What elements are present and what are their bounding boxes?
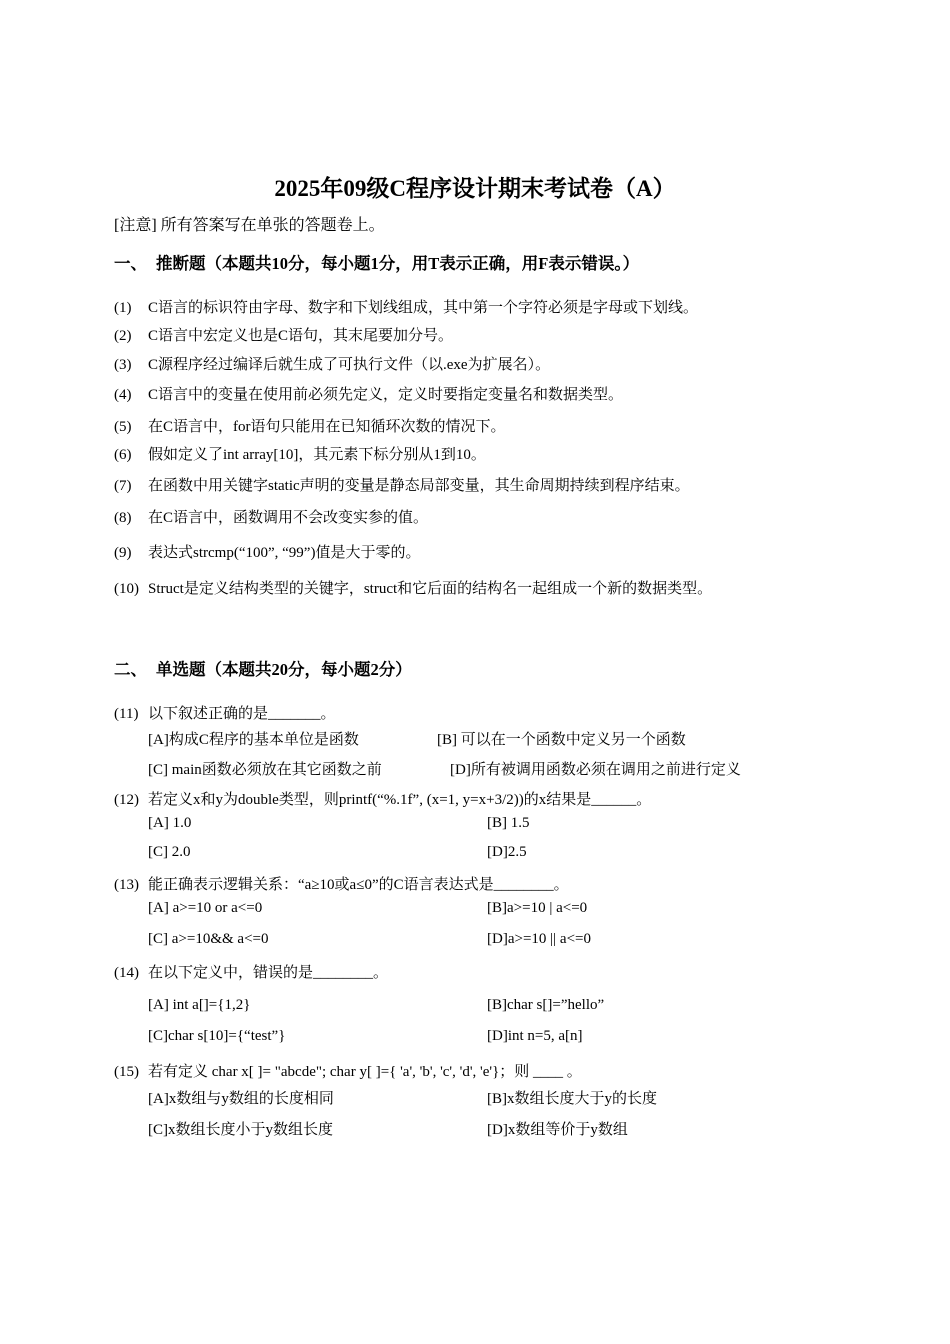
question-12: (12) 若定义x和y为double类型，则printf(“%.1f”, (x=1, y=x+3/2))的x结果是______。: [114, 792, 652, 808]
page-title: 2025年09级C程序设计期末考试卷（A）: [274, 176, 676, 201]
notice: [注意] 所有答案写在单张的答题卷上。: [114, 217, 385, 234]
section2-heading: [114, 656, 412, 680]
option-15-b: [B]x数组长度大于y的长度: [487, 1091, 657, 1107]
option-13-c: [C] a>=10&& a<=0: [148, 931, 269, 947]
option-12-d: [D]2.5: [487, 844, 527, 860]
section2-title: 单选题（本题共20分，每小题2分）: [156, 660, 412, 679]
question-10: (10) Struct是定义结构类型的关键字，struct和它后面的结构名一起组成一个新的数据类型。: [114, 581, 713, 597]
question-4: (4) C语言中的变量在使用前必须先定义，定义时要指定变量名和数据类型。: [114, 387, 624, 403]
option-11-a: [A]构成C程序的基本单位是函数: [148, 732, 359, 748]
option-14-d: [D]int n=5, a[n]: [487, 1028, 583, 1044]
option-13-b: [B]a>=10 | a<=0: [487, 900, 588, 916]
question-15: (15) 若有定义 char x[ ]= "abcde"; char y[ ]={ 'a', 'b', 'c', 'd', 'e'}；则 ____ 。: [114, 1064, 582, 1080]
option-12-b: [B] 1.5: [487, 815, 530, 831]
option-13-d: [D]a>=10 || a<=0: [487, 931, 591, 947]
option-14-a: [A] int a[]={1,2}: [148, 997, 251, 1013]
option-13-a: [A] a>=10 or a<=0: [148, 900, 263, 916]
option-12-a: [A] 1.0: [148, 815, 192, 831]
option-12-c: [C] 2.0: [148, 844, 191, 860]
option-11-b: [B] 可以在一个函数中定义另一个函数: [437, 732, 686, 748]
section1-heading: [114, 250, 639, 274]
question-6: (6) 假如定义了int array[10]，其元素下标分别从1到10。: [114, 447, 486, 463]
question-3: (3) C源程序经过编译后就生成了可执行文件（以.exe为扩展名）。: [114, 357, 551, 373]
section1-title: 推断题（本题共10分，每小题1分，用T表示正确，用F表示错误。）: [156, 254, 640, 273]
question-14: (14) 在以下定义中，错误的是________。: [114, 965, 389, 981]
option-14-c: [C]char s[10]={“test”}: [148, 1028, 286, 1044]
option-15-d: [D]x数组等价于y数组: [487, 1122, 628, 1138]
section1-number: 一、: [114, 254, 147, 273]
question-7: (7) 在函数中用关键字static声明的变量是静态局部变量，其生命周期持续到程序结束。: [114, 478, 690, 494]
option-11-d: [D]所有被调用函数必须在调用之前进行定义: [450, 762, 741, 778]
question-13: (13) 能正确表示逻辑关系：“a≥10或a≤0”的C语言表达式是________。: [114, 877, 569, 893]
option-11-c: [C] main函数必须放在其它函数之前: [148, 762, 382, 778]
option-15-c: [C]x数组长度小于y数组长度: [148, 1122, 333, 1138]
question-5: (5) 在C语言中，for语句只能用在已知循环次数的情况下。: [114, 419, 506, 435]
option-15-a: [A]x数组与y数组的长度相同: [148, 1091, 334, 1107]
section2-number: 二、: [114, 660, 147, 679]
question-2: (2) C语言中宏定义也是C语句，其末尾要加分号。: [114, 328, 454, 344]
question-9: (9) 表达式strcmp(“100”, “99”)值是大于零的。: [114, 545, 421, 561]
question-1: (1) C语言的标识符由字母、数字和下划线组成，其中第一个字符必须是字母或下划线。: [114, 300, 699, 316]
question-11: (11) 以下叙述正确的是_______。: [114, 706, 336, 722]
option-14-b: [B]char s[]=”hello”: [487, 997, 605, 1013]
question-8: (8) 在C语言中，函数调用不会改变实参的值。: [114, 510, 429, 526]
